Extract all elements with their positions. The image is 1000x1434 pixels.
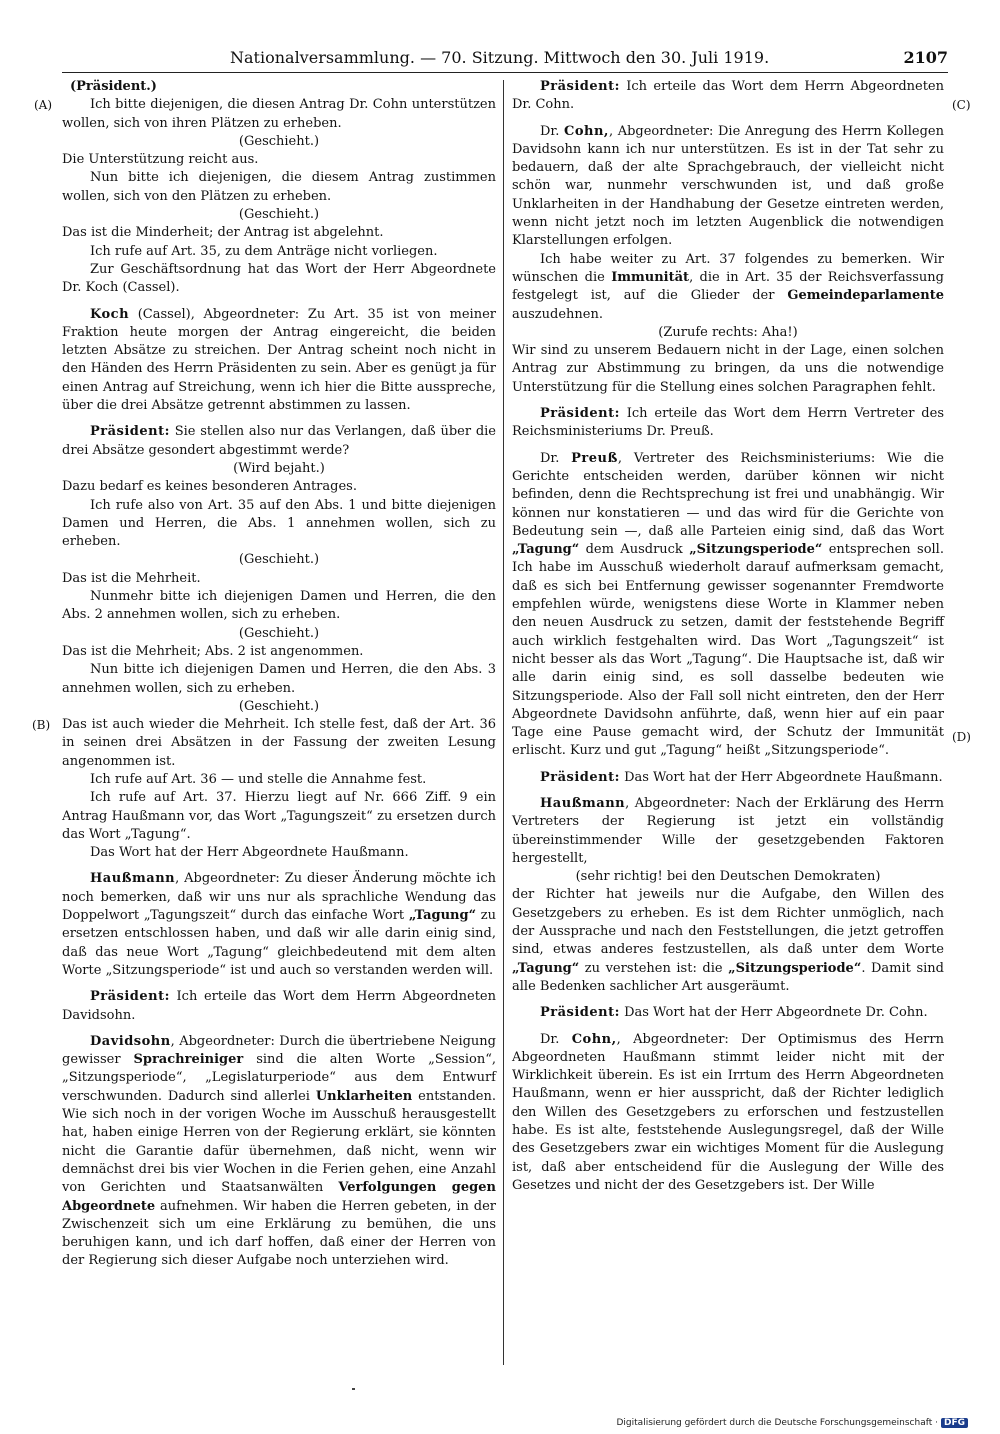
speech-text: , Abgeordneter: Die Anregung des Herrn Kollegen Davidsohn kann ich nur unterstützen. Es ist in der Tat sehr zu bedauern, daß der alte Sprachgebrauch, der vielleicht nicht schön war, nunmehr verschwunden ist, und daß große Unklarheiten in der Handhabung der Gesetze eintreten werden, wenn nicht jetzt noch im letzten Augenblick die notwendigen Klarstellungen erfolgen. — [512, 123, 944, 249]
speech-text: Ich habe weiter zu Art. 37 folgendes zu bemerken. Wir wünschen die — [512, 251, 944, 285]
speech-text: Sie stellen also nur das Verlangen, daß über die drei Absätze gesondert abgestimmt werde? — [62, 424, 496, 458]
speaker-name: Preuß — [571, 450, 618, 466]
speech-haussmann — [512, 795, 944, 868]
speech-text: dem Ausdruck — [585, 542, 683, 558]
speech-praesident — [512, 78, 944, 115]
footer-credit — [617, 1418, 969, 1428]
speaker-name: Präsident: — [90, 989, 170, 1005]
running-title: Nationalversammlung. — 70. Sitzung. Mittwoch den 30. Juli 1919. — [230, 48, 770, 67]
stage-direction: (Geschieht.) — [238, 207, 320, 223]
page-number: 2107 — [903, 48, 948, 67]
page-header — [60, 48, 948, 74]
stage-direction: (Geschieht.) — [238, 133, 320, 149]
paragraph: Zur Geschäftsordnung hat das Wort der Herr Abgeordnete Dr. Koch (Cassel). — [62, 261, 496, 296]
column-divider — [503, 80, 504, 1365]
emphasis: Immunität — [611, 269, 690, 285]
paragraph: Ich rufe also von Art. 35 auf den Abs. 1 und bitte diejenigen Damen und Herren, die Abs. 1 annehmen wollen, sich zu erheben. — [62, 497, 496, 550]
stage-direction: (sehr richtig! bei den Deutschen Demokraten) — [575, 869, 881, 885]
speech-praesident — [62, 988, 496, 1025]
speech-haussmann — [62, 870, 496, 980]
speaker-continuation: (Präsident.) — [70, 79, 157, 94]
emphasis: Unklarheiten — [315, 1088, 413, 1104]
emphasis: Gemeindeparlamente — [787, 288, 944, 304]
speaker-name: Davidsohn — [90, 1033, 171, 1049]
paragraph: Ich bitte diejenigen, die diesen Antrag Dr. Cohn unterstützen wollen, sich von ihren Plätzen zu erheben. — [62, 97, 496, 131]
dfg-logo-icon: DFG — [941, 1418, 968, 1428]
speech-text: zu verstehen ist: die — [584, 960, 723, 976]
speech-text: Das Wort hat der Herr Abgeordnete Dr. Cohn. — [624, 1005, 928, 1021]
paragraph: Das ist die Mehrheit; Abs. 2 ist angenommen. — [62, 643, 364, 659]
margin-marker-a: (A) — [34, 98, 53, 112]
emphasis: „Tagung“ — [512, 960, 580, 976]
speech-text: , die in Art. 35 der Reichsverfassung festgelegt ist, auf die Glieder der — [512, 269, 944, 304]
speech-cohn — [512, 1031, 944, 1196]
speech-praesident — [512, 1004, 944, 1022]
speech-text: sind die alten Worte „Session“, „Sitzungsperiode“, „Legislaturperiode“ aus dem Entwurf verschwunden. Dadurch sind allerlei — [62, 1052, 496, 1104]
paragraph: Das Wort hat der Herr Abgeordnete Haußmann. — [90, 845, 409, 861]
speaker-name: Präsident: — [540, 406, 620, 422]
stage-direction: (Geschieht.) — [238, 625, 320, 641]
paragraph: Die Unterstützung reicht aus. — [62, 152, 259, 168]
speech-text: auszudehnen. — [512, 306, 603, 322]
speech-praesident — [512, 405, 944, 442]
speech-text: Ich erteile das Wort dem Herrn Abgeordneten Dr. Cohn. — [512, 79, 944, 113]
speech-text: zu ersetzen entschlossen haben, und daß wir alle darin einig sind, daß das neue Wort „Tagung“ gleichbedeutend mit dem alten Worte „Sitzungsperiode“ ist und auch so verstanden werden will. — [62, 908, 496, 978]
speaker-name: Präsident: — [540, 769, 620, 785]
paragraph: Das ist die Minderheit; der Antrag ist abgelehnt. — [62, 225, 384, 241]
speech-text: , Abgeordneter: Nach der Erklärung des Herrn Vertreters der Regierung ist jetzt ein vollständig übereinstimmender Wille der gesetzgebenden Faktoren hergestellt, — [512, 795, 944, 866]
speech-text: der Richter hat jeweils nur die Aufgabe, den Willen des Gesetzgebers zu erheben. Es ist dem Richter unmöglich, nach der Aussprache und nach den Feststellungen, die jetzt getroffen sind, etwas anderes festzustellen, als daß unter dem Worte — [512, 887, 944, 958]
speaker-name: Cohn, — [571, 1031, 617, 1047]
print-speck — [352, 1388, 355, 1390]
speech-text: . Damit sind alle Bedenken sachlicher Art ausgeräumt. — [512, 960, 944, 994]
speech-praesident — [512, 769, 944, 787]
margin-marker-d: (D) — [952, 730, 971, 744]
paragraph: Wir sind zu unserem Bedauern nicht in der Lage, einen solchen Antrag zur Abstimmung zu bringen, da uns die notwendige Unterstützung für die Stellung eines solchen Paragraphen fehlt. — [512, 343, 944, 395]
speech-text: , Abgeordneter: Der Optimismus des Herrn Abgeordneten Haußmann stimmt leider nicht mit der Wirklichkeit überein. Es ist ein Irrtum des Herrn Abgeordneten Haußmann, wenn er hier ausspricht, daß der Richter lediglich den Willen des Gesetzgebers zu erforschen und festzustellen habe. Es ist alte, feststehende Auslegungsregel, daß der Wille des Gesetzgebers zwar ein wichtiges Moment für die Auslegung ist, daß aber entscheidend für die Auslegung der Wille des Gesetzes und nicht der des Gesetzgebers ist. Der Wille — [512, 1031, 944, 1193]
speech-text: Das Wort hat der Herr Abgeordnete Haußmann. — [624, 769, 943, 785]
speaker-name: Präsident: — [540, 79, 620, 94]
speech-cohn — [512, 123, 944, 251]
left-column — [62, 78, 496, 1271]
right-column — [512, 78, 944, 1195]
speech-preuss — [512, 450, 944, 761]
stage-direction: (Geschieht.) — [238, 552, 320, 568]
speech-text: Dr. — [540, 450, 560, 466]
margin-marker-b: (B) — [32, 718, 51, 732]
speaker-name: Haußmann — [540, 795, 626, 811]
paragraph: Das ist auch wieder die Mehrheit. Ich stelle fest, daß der Art. 36 in seinen drei Absätzen in der Fassung der zweiten Lesung angenommen ist. — [62, 717, 496, 769]
emphasis: Verfolgungen gegen Abgeordnete — [62, 1180, 496, 1214]
paragraph: Ich rufe auf Art. 36 — und stelle die Annahme fest. — [90, 771, 427, 787]
speech-praesident — [62, 423, 496, 460]
speech-text: entstanden. Wie sich noch in der vorigen Woche im Ausschuß herausgestellt hat, haben einige Herren von der Regierung erklärt, sie könnten nicht die Garantie dafür übernehmen, daß nicht, wenn wir demnächst drei bis vier Wochen in die Ferien gehen, eine Anzahl von Gerichten und Staatsanwälten — [62, 1088, 496, 1196]
header-rule — [62, 72, 948, 73]
paragraph: Nun bitte ich diejenigen Damen und Herren, die den Abs. 3 annehmen wollen, sich zu erheben. — [62, 662, 496, 696]
speech-text: Dr. — [540, 1031, 560, 1047]
speaker-name: Haußmann — [90, 871, 176, 887]
speech-text: aufnehmen. Wir haben die Herren gebeten, in der Zwischenzeit sich um eine Erklärung zu bemühen, die uns beruhigen kann, und ich darf hoffen, daß einer der Herren von der Regierung sich dieser Aufgabe noch unterziehen wird. — [62, 1198, 496, 1269]
stage-direction: (Geschieht.) — [238, 698, 320, 714]
paragraph: Nunmehr bitte ich diejenigen Damen und Herren, die den Abs. 2 annehmen wollen, sich zu erheben. — [62, 589, 496, 623]
speech-text: Ich erteile das Wort dem Herrn Vertreter des Reichsministeriums Dr. Preuß. — [512, 406, 944, 440]
speaker-name: Präsident: — [90, 424, 170, 440]
paragraph: Nun bitte ich diejenigen, die diesem Antrag zustimmen wollen, sich von den Plätzen zu erheben. — [62, 170, 496, 204]
speaker-name: Präsident: — [540, 1005, 620, 1021]
speech-text: , Abgeordneter: Durch die übertriebene Neigung gewisser — [62, 1033, 496, 1068]
paragraph — [512, 251, 944, 324]
emphasis: „Sitzungsperiode“ — [689, 542, 823, 558]
emphasis: „Sitzungsperiode“ — [728, 960, 862, 976]
speech-davidsohn — [62, 1033, 496, 1271]
footer-text: Digitalisierung gefördert durch die Deutsche Forschungsgemeinschaft · — [616, 1418, 938, 1428]
speech-koch — [62, 306, 496, 416]
speaker-name: Cohn, — [563, 123, 609, 139]
margin-marker-c: (C) — [952, 98, 971, 112]
speech-text: entsprechen soll. Ich habe im Ausschuß wiederholt darauf aufmerksam gemacht, daß es sich bei Entfernung gewisser sogenannter Fremdworte empfehlen würde, wenigstens diese Worte in Klammer neben den neuen Ausdruck zu setzen, damit der feststehende Begriff auch wirklich festgehalten wird. Das Wort „Tagungszeit“ ist nicht besser als das Wort „Tagung“. Die Hauptsache ist, daß wir alle darin einig sind, es soll dasselbe bedeuten wie Sitzungsperiode. Also der Fall soll nicht eintreten, den der Herr Abgeordnete Davidsohn anführte, daß, wenn hier auf ein paar Tage eine Pause gemacht wird, der Schutz der Immunität erlischt. Kurz und gut „Tagung“ heißt „Sitzungsperiode“. — [512, 542, 944, 759]
stage-direction: (Wird bejaht.) — [233, 460, 325, 476]
paragraph: Dazu bedarf es keines besonderen Antrages. — [62, 479, 357, 495]
paragraph: Ich rufe auf Art. 35, zu dem Anträge nicht vorliegen. — [90, 243, 438, 259]
emphasis: „Tagung“ — [408, 908, 477, 924]
paragraph: Das ist die Mehrheit. — [62, 570, 201, 586]
paragraph: Ich rufe auf Art. 37. Hierzu liegt auf Nr. 666 Ziff. 9 ein Antrag Haußmann vor, das Wort „Tagungszeit“ zu ersetzen durch das Wort „Tagung“. — [62, 790, 496, 842]
paragraph — [512, 886, 944, 996]
stage-direction: (Zurufe rechts: Aha!) — [658, 324, 798, 340]
speech-text: , Vertreter des Reichsministeriums: Wie die Gerichte entscheiden werden, darüber können wir nicht befinden, denn die Rechtsprechung ist frei und unabhängig. Wir können nur konstatieren — und das wird für die Gerichte von Bedeutung sein —, daß alle Parteien einig sind, daß das Wort — [512, 450, 944, 539]
emphasis: „Tagung“ — [512, 542, 580, 558]
speech-text: Ich erteile das Wort dem Herrn Abgeordneten Davidsohn. — [62, 989, 496, 1023]
emphasis: Sprachreiniger — [133, 1052, 244, 1068]
speech-text: (Cassel), Abgeordneter: Zu Art. 35 ist von meiner Fraktion heute morgen der Antrag eingereicht, die beiden letzten Absätze zu streichen. Der Antrag scheint noch nicht in den Händen des Herrn Präsidenten zu sein. Aber es genügt ja für einen Antrag auf Streichung, wenn ich hier die Bitte ausspreche, über die drei Absätze getrennt abstimmen zu lassen. — [62, 306, 496, 414]
speech-text: Dr. — [540, 123, 560, 139]
speaker-name: Koch — [90, 306, 130, 322]
speech-text: , Abgeordneter: Zu dieser Änderung möchte ich noch bemerken, daß wir uns nur als sprachliche Wendung das Doppelwort „Tagungszeit“ durch das einfache Wort — [62, 871, 496, 924]
